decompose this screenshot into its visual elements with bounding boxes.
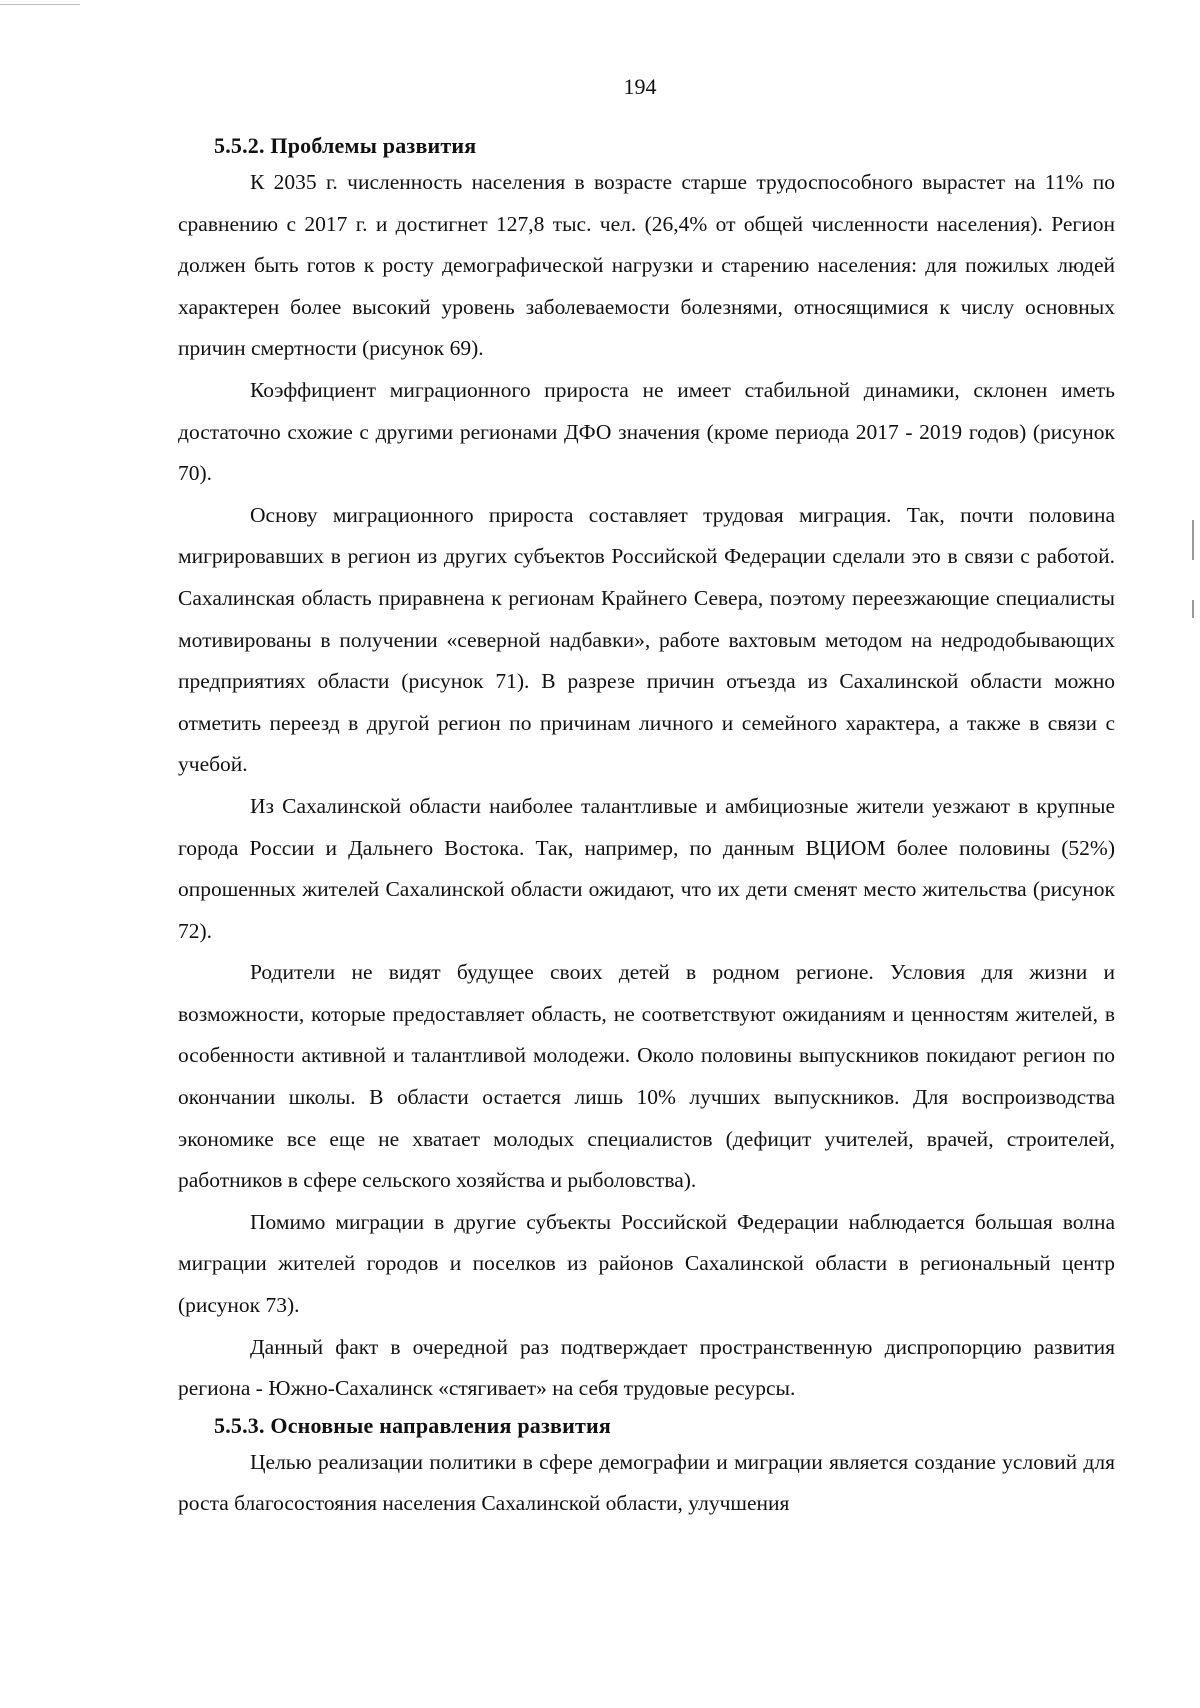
- paragraph: Целью реализации политики в сфере демографии и миграции является создание условий для роста благосостояния населения Сахалинской области, улучшения: [178, 1449, 1115, 1516]
- paragraph: Коэффициент миграционного прироста не имеет стабильной динамики, склонен иметь достаточно схожие с другими регионами ДФО значения (кроме периода 2017 - 2019 годов) (рисунок 70).: [178, 377, 1115, 486]
- paragraph: Основу миграционного прироста составляет трудовая миграция. Так, почти половина мигрировавших в регион из других субъектов Российской Федерации сделали это в связи с работой. Сахалинская область приравнена к регионам Крайнего Севера, поэтому переезжающие специалисты мотивированы в получении «северной надбавки», работе вахтовым методом на недродобывающих предприятиях области (рисунок 71). В разрезе причин отъезда из Сахалинской области можно отметить переезд в другой регион по причинам личного и семейного характера, а также в связи с учебой.: [178, 502, 1115, 777]
- scan-artifact: [1192, 600, 1194, 618]
- paragraph: Данный факт в очередной раз подтверждает пространственную диспропорцию развития региона - Южно-Сахалинск «стягивает» на себя трудовые ресурсы.: [178, 1334, 1115, 1401]
- page-content: [178, 130, 1115, 1525]
- section-heading: 5.5.3. Основные направления развития: [214, 1412, 611, 1438]
- paragraph: Из Сахалинской области наиболее талантливые и амбициозные жители уезжают в крупные города России и Дальнего Востока. Так, например, по данным ВЦИОМ более половины (52%) опрошенных жителей Сахалинской области ожидают, что их дети сменят место жительства (рисунок 72).: [178, 793, 1115, 943]
- page-number: 194: [623, 74, 657, 99]
- section-heading: 5.5.2. Проблемы развития: [214, 133, 477, 158]
- scan-artifact: [0, 4, 80, 5]
- paragraph: Родители не видят будущее своих детей в родном регионе. Условия для жизни и возможности, которые предоставляет область, не соответствуют ожиданиям и ценностям жителей, в особенности активной и талантливой молодежи. Около половины выпускников покидают регион по окончании школы. В области остается лишь 10% лучших выпускников. Для воспроизводства экономике все еще не хватает молодых специалистов (дефицит учителей, врачей, строителей, работников в сфере сельского хозяйства и рыболовства).: [178, 960, 1115, 1193]
- paragraph: Помимо миграции в другие субъекты Российской Федерации наблюдается большая волна миграции жителей городов и поселков из районов Сахалинской области в региональный центр (рисунок 73).: [178, 1209, 1115, 1318]
- scan-artifact: [1192, 520, 1194, 560]
- paragraph: К 2035 г. численность населения в возрасте старше трудоспособного вырастет на 11% по сравнению с 2017 г. и достигнет 127,8 тыс. чел. (26,4% от общей численности населения). Регион должен быть готов к росту демографической нагрузки и старению населения: для пожилых людей характерен более высокий уровень заболеваемости болезнями, относящимися к числу основных причин смертности (рисунок 69).: [178, 170, 1115, 361]
